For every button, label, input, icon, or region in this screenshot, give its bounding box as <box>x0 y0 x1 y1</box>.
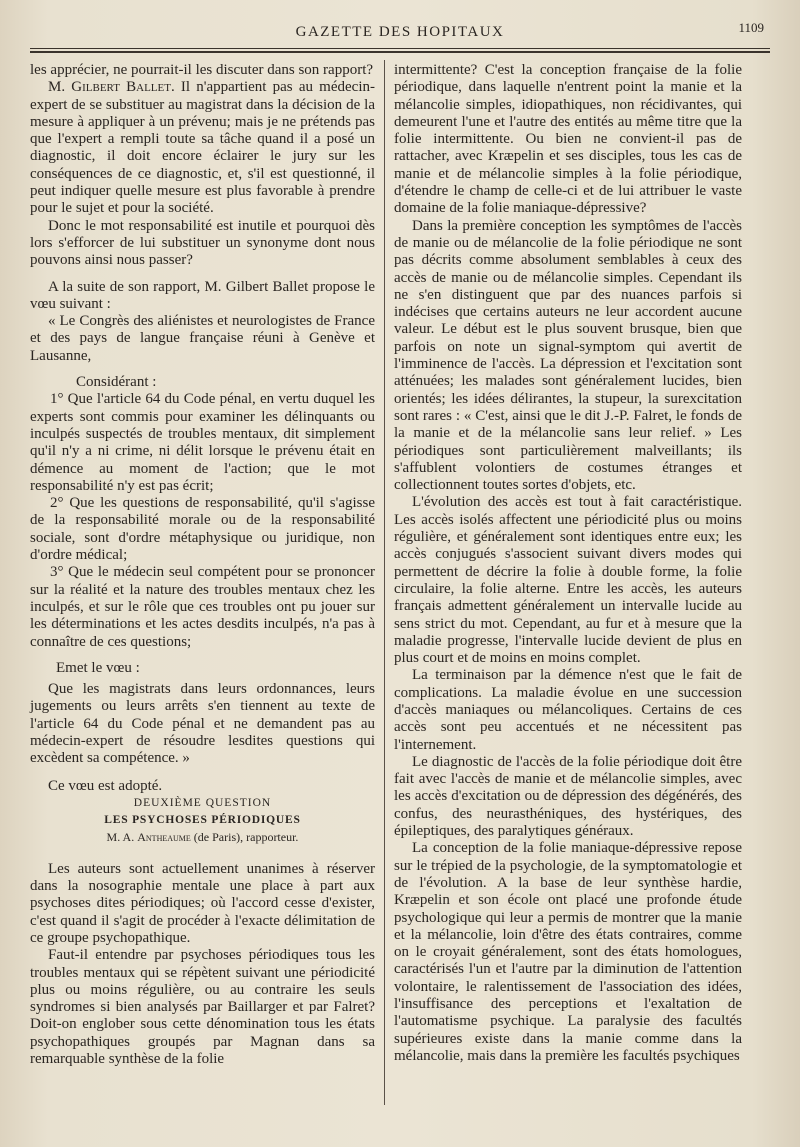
right-column <box>394 62 742 1065</box>
paragraph: Dans la première conception les symptômes de l'accès de manie ou de mélancolie de la folie périodique ne sont pas décrits comme absolument semblables à ceux des accès de manie ou de mélancolie simples. Cependant ils ne s'en distinguent que par des nuances parfois si indécises que certains auteurs ne leur accordent aucune valeur. Le début est le plus souvent brusque, bien que parfois on note un signal-symptom qui avertit de l'imminence de l'accès. La dépression et l'excitation sont atténuées; les malades sont généralement lucides, bien orientés; les idées délirantes, la stupeur, la surexcitation sont rares : « C'est, ainsi que le dit J.-P. Falret, le fonds de la manie et de la mélancolie sans leur relief. » Les périodiques sont particulièrement malveillants; ils s'affublent volontiers de costumes étranges et collectionnent toutes sortes d'objets, etc. <box>394 217 742 494</box>
paragraph: Que les magistrats dans leurs ordonnances, leurs jugements ou leurs arrêts s'en tiennent au texte de l'article 64 du Code pénal et ne demandent pas au médecin-expert de résoudre lesdites questions qui excèdent sa compétence. » <box>30 681 375 767</box>
paragraph-text: Il n'appartient pas au médecin-expert de se substituer au magistrat dans la décision de la mesure à appliquer à un prévenu; mais je ne prétends pas que l'expert a rempli toute sa tâche quand il a posé un diagnostic, il doit encore éclairer le jury sur les conséquences de ce diagnostic, et, s'il est questionné, il peut indiquer quelle mesure est plus favorable à prendre pour le sujet et pour la société. <box>30 79 375 217</box>
paragraph: Donc le mot responsabilité est inutile et pourquoi dès lors s'efforcer de lui substituer un synonyme dont nous pouvons ainsi nous passer? <box>30 217 375 269</box>
considerant-heading: Considérant : <box>76 374 157 391</box>
left-column <box>30 62 375 1068</box>
paragraph: Le diagnostic de l'accès de la folie périodique doit être fait avec l'accès de manie et de mélancolie simples, avec les accès d'excitation ou de dépression des dégénérés, des confus, des neurasthéniques, des hystériques, des épileptiques, des paralytiques généraux. <box>394 753 742 840</box>
list-item: 3° Que le médecin seul compétent pour se prononcer sur la réalité et la nature des troubles mentaux chez les inculpés, et sur le rôle que ces troubles ont pu jouer sur les déterminations et les actes desdits inculpés, n'a pas à connaître de ces questions; <box>30 564 375 650</box>
list-item: 2° Que les questions de responsabilité, qu'il s'agisse de la responsabilité morale ou de la responsabilité sociale, sont d'ordre métaphysique ou juridique, non d'ordre médical; <box>30 495 375 564</box>
reporter-suffix: (de Paris), rapporteur. <box>193 830 299 845</box>
paragraph: « Le Congrès des aliénistes et neurologistes de France et des pays de langue française réuni à Genève et Lausanne, <box>30 313 375 364</box>
column-divider <box>384 60 385 1105</box>
page-number: 1109 <box>738 20 764 35</box>
paragraph: L'évolution des accès est tout à fait caractéristique. Les accès isolés affectent une périodicité plus ou moins régulière, et généralement sont identiques entre eux; les accès conjugués s'associent suivant divers modes qui permettent de décrire la folie à double forme, la folie circulaire, la folie alterne. Entre les accès, les auteurs français admettent généralement un intervalle lucide au sens strict du mot. Cependant, au fur et à mesure que la maladie progresse, l'intervalle lucide devient de plus en plus court et de moins en moins complet. <box>394 494 742 667</box>
paragraph: intermittente? C'est la conception française de la folie périodique, dans laquelle n'entrent point la manie et la mélancolie simples, idiopathiques, non récidivantes, qui demeurent l'une et l'autre des entités au même titre que la folie intermittente. Ou bien ne convient-il pas de rattacher, avec Kræpelin et ses disciples, tous les cas de manie et de mélancolie simples à la folie périodique, d'étendre le champ de celle-ci et de lui attribuer le vaste domaine de la folie maniaque-dépressive? <box>394 62 742 217</box>
paragraph <box>30 79 375 217</box>
reporter-name: Antheaume <box>137 830 191 845</box>
section-reporter <box>30 829 375 846</box>
paragraph: Faut-il entendre par psychoses périodiques tous les troubles mentaux qui se répètent suivant une périodicité plus ou moins régulière, ou au contraire les seuls syndromes si bien analysés par Baillarger et par Falret? Doit-on englober sous cette dénomination tous les états psychopathiques groupés par Magnan dans sa remarquable synthèse de la folie <box>30 947 375 1068</box>
paragraph: les apprécier, ne pourrait-il les discuter dans son rapport? <box>30 62 374 78</box>
header-rule <box>30 48 770 49</box>
section-heading: DEUXIÈME QUESTION <box>133 796 272 809</box>
speaker-name: M. Gilbert Ballet. <box>48 79 175 96</box>
paragraph: La terminaison par la démence n'est que le fait de complications. La maladie évolue en une succession d'accès maniaques ou mélancoliques. Certains de ces accès sont peu accentués et ne nécessitent pas l'internement. <box>394 667 742 753</box>
journal-title: GAZETTE DES HOPITAUX <box>295 24 505 40</box>
header-double-rule <box>30 51 770 53</box>
list-item: 1° Que l'article 64 du Code pénal, en vertu duquel les experts sont commis pour examiner les délinquants ou inculpés suspectés de troubles mentaux, dit simplement qu'il n'y a ni crime, ni délit lorsque le prévenu était en démence au moment de l'action; que le mot responsabilité n'y est pas écrit; <box>30 391 375 494</box>
emet-heading: Emet le vœu : <box>56 659 140 676</box>
paragraph: Ce vœu est adopté. <box>48 777 163 794</box>
reporter-prefix: M. A. <box>106 830 135 845</box>
paragraph: La conception de la folie maniaque-dépressive repose sur le trépied de la psychologie, de la symptomatologie et de l'évolution. A la base de leur synthèse hardie, Kræpelin et son école ont placé une profonde étude psychologique qui leur a permis de montrer que la manie et la mélancolie, loin d'être des états contraires, comme on le croyait généralement, sont des états homologues, caractérisés l'un et l'autre par la diminution de l'attention volontaire, le ralentissement de l'association des idées, l'insuffisance des perceptions et l'exaltation de l'automatisme psychique. La paralysie des facultés supérieures existe dans la manie comme dans la mélancolie, mais dans la première les facultés psychiques <box>394 840 742 1064</box>
paragraph: A la suite de son rapport, M. Gilbert Ballet propose le vœu suivant : <box>30 278 375 312</box>
paragraph: Les auteurs sont actuellement unanimes à réserver dans la nosographie mentale une place à part aux psychoses dites périodiques; où l'accord cesse d'exister, c'est quand il s'agit de procéder à l'exacte délimitation de ce groupe psychopathique. <box>30 860 375 946</box>
section-title: LES PSYCHOSES PÉRIODIQUES <box>104 814 301 827</box>
